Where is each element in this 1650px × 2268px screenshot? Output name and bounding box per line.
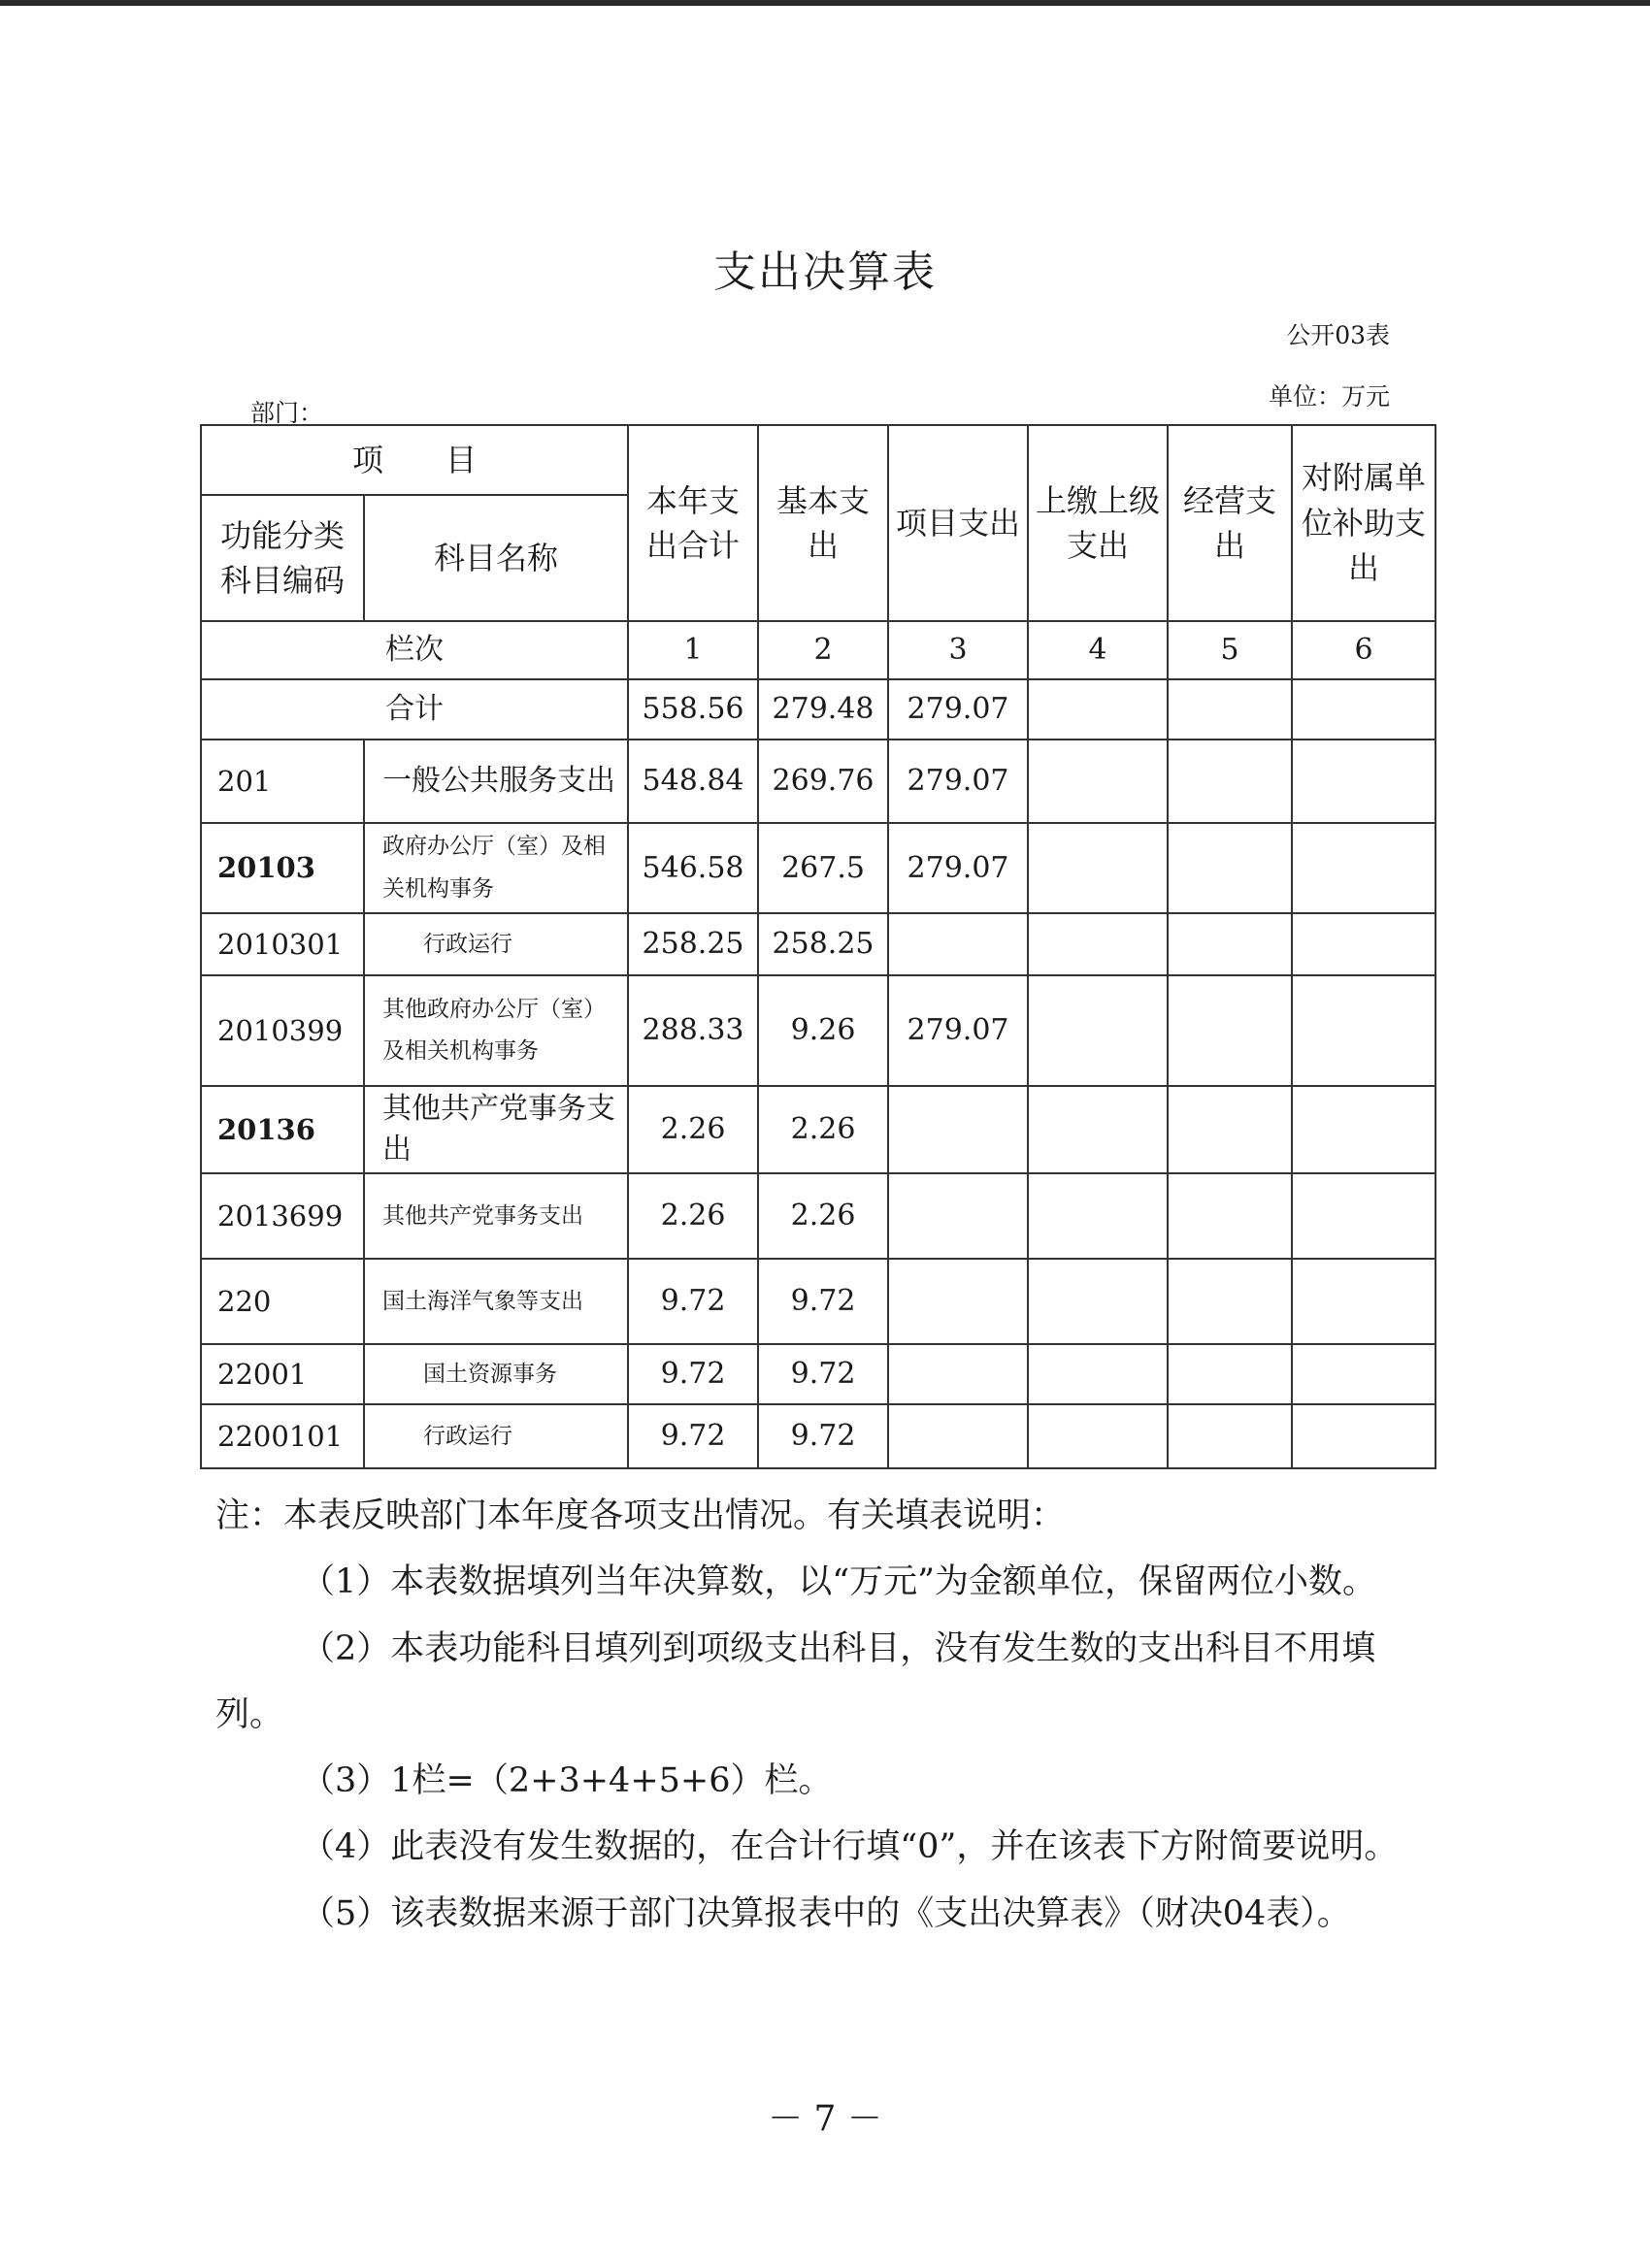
column-number-row <box>201 621 1436 679</box>
row-total: 2.26 <box>628 1086 758 1173</box>
row-total: 9.72 <box>628 1344 758 1404</box>
total-upper <box>1028 679 1168 740</box>
row-subsidy <box>1292 1404 1436 1468</box>
row-business <box>1168 1404 1292 1468</box>
row-subsidy <box>1292 1086 1436 1173</box>
page-title: 支出决算表 <box>713 247 937 297</box>
row-code: 2010399 <box>201 975 364 1086</box>
row-basic: 267.5 <box>758 823 888 913</box>
total-business <box>1168 679 1292 740</box>
row-upper <box>1028 913 1168 975</box>
notes-section <box>215 1483 1419 1947</box>
row-total: 546.58 <box>628 823 758 913</box>
row-code: 2010301 <box>201 913 364 975</box>
row-total: 9.72 <box>628 1404 758 1468</box>
row-business <box>1168 1344 1292 1404</box>
row-upper <box>1028 975 1168 1086</box>
header-upper: 上缴上级支出 <box>1028 425 1168 621</box>
row-basic: 2.26 <box>758 1086 888 1173</box>
row-upper <box>1028 1259 1168 1344</box>
table-row <box>201 1259 1436 1344</box>
note-item: （4）此表没有发生数据的，在合计行填“0”，并在该表下方附简要说明。 <box>301 1827 1399 1867</box>
header-project: 项目支出 <box>888 425 1028 621</box>
row-code: 20103 <box>201 823 364 913</box>
note-item: （1）本表数据填列当年决算数，以“万元”为金额单位，保留两位小数。 <box>301 1562 1377 1602</box>
total-amount: 558.56 <box>628 679 758 740</box>
row-project <box>888 1259 1028 1344</box>
row-total: 9.72 <box>628 1259 758 1344</box>
row-basic: 258.25 <box>758 913 888 975</box>
row-total: 288.33 <box>628 975 758 1086</box>
table-row <box>201 1404 1436 1468</box>
table-row <box>201 1173 1436 1259</box>
row-name: 国土海洋气象等支出 <box>364 1259 628 1344</box>
row-total: 2.26 <box>628 1173 758 1259</box>
form-code: 公开03表 <box>1286 321 1390 349</box>
header-item: 项 目 <box>201 425 628 495</box>
table-row <box>201 975 1436 1086</box>
row-business <box>1168 823 1292 913</box>
column-4: 4 <box>1028 621 1168 679</box>
row-upper <box>1028 1344 1168 1404</box>
row-basic: 9.72 <box>758 1344 888 1404</box>
column-6: 6 <box>1292 621 1436 679</box>
row-name: 行政运行 <box>364 1404 628 1468</box>
row-project: 279.07 <box>888 740 1028 823</box>
table-row <box>201 1086 1436 1173</box>
row-subsidy <box>1292 823 1436 913</box>
note-item: （3）1栏=（2+3+4+5+6）栏。 <box>301 1761 833 1800</box>
note-intro: 注：本表反映部门本年度各项支出情况。有关填表说明： <box>215 1496 1066 1535</box>
header-func-code: 功能分类科目编码 <box>201 495 364 621</box>
row-code: 201 <box>201 740 364 823</box>
row-upper <box>1028 1086 1168 1173</box>
row-total: 548.84 <box>628 740 758 823</box>
row-business <box>1168 1173 1292 1259</box>
row-upper <box>1028 1173 1168 1259</box>
row-business <box>1168 913 1292 975</box>
row-name: 政府办公厅（室）及相关机构事务 <box>364 823 628 913</box>
unit-label: 单位：万元 <box>1268 382 1390 411</box>
row-name: 其他政府办公厅（室）及相关机构事务 <box>364 975 628 1086</box>
row-code: 220 <box>201 1259 364 1344</box>
header-subsidy: 对附属单位补助支出 <box>1292 425 1436 621</box>
column-1: 1 <box>628 621 758 679</box>
total-project: 279.07 <box>888 679 1028 740</box>
column-label: 栏次 <box>201 621 628 679</box>
row-subsidy <box>1292 913 1436 975</box>
column-2: 2 <box>758 621 888 679</box>
total-basic: 279.48 <box>758 679 888 740</box>
row-name: 其他共产党事务支出 <box>364 1086 628 1173</box>
scan-top-edge <box>0 0 1650 6</box>
column-3: 3 <box>888 621 1028 679</box>
table-row <box>201 913 1436 975</box>
row-basic: 9.26 <box>758 975 888 1086</box>
row-project: 279.07 <box>888 975 1028 1086</box>
header-basic: 基本支出 <box>758 425 888 621</box>
row-total: 258.25 <box>628 913 758 975</box>
note-item: （2）本表功能科目填列到项级支出科目，没有发生数的支出科目不用填列。 <box>215 1628 1376 1734</box>
row-code: 2013699 <box>201 1173 364 1259</box>
row-subsidy <box>1292 740 1436 823</box>
row-project <box>888 913 1028 975</box>
row-project <box>888 1404 1028 1468</box>
row-project: 279.07 <box>888 823 1028 913</box>
column-5: 5 <box>1168 621 1292 679</box>
department-label: 部门： <box>250 399 324 427</box>
row-code: 2200101 <box>201 1404 364 1468</box>
table-row <box>201 823 1436 913</box>
row-basic: 269.76 <box>758 740 888 823</box>
table-row <box>201 740 1436 823</box>
expenditure-table <box>200 424 1436 1469</box>
total-label: 合计 <box>201 679 628 740</box>
header-row-1 <box>201 425 1436 495</box>
total-subsidy <box>1292 679 1436 740</box>
row-project <box>888 1344 1028 1404</box>
table-row <box>201 1344 1436 1404</box>
row-business <box>1168 975 1292 1086</box>
row-code: 20136 <box>201 1086 364 1173</box>
row-subsidy <box>1292 1259 1436 1344</box>
row-upper <box>1028 740 1168 823</box>
row-name: 国土资源事务 <box>364 1344 628 1404</box>
total-row <box>201 679 1436 740</box>
row-code: 22001 <box>201 1344 364 1404</box>
header-total: 本年支出合计 <box>628 425 758 621</box>
row-name: 一般公共服务支出 <box>364 740 628 823</box>
row-subsidy <box>1292 975 1436 1086</box>
row-basic: 9.72 <box>758 1259 888 1344</box>
row-subsidy <box>1292 1173 1436 1259</box>
note-item: （5）该表数据来源于部门决算报表中的《支出决算表》（财决04表）。 <box>301 1893 1351 1933</box>
row-project <box>888 1086 1028 1173</box>
row-project <box>888 1173 1028 1259</box>
row-subsidy <box>1292 1344 1436 1404</box>
row-business <box>1168 740 1292 823</box>
row-business <box>1168 1259 1292 1344</box>
row-name: 行政运行 <box>364 913 628 975</box>
header-subject-name: 科目名称 <box>364 495 628 621</box>
row-basic: 9.72 <box>758 1404 888 1468</box>
row-name: 其他共产党事务支出 <box>364 1173 628 1259</box>
row-upper <box>1028 1404 1168 1468</box>
page-number: － 7 － <box>768 2099 882 2139</box>
header-business: 经营支出 <box>1168 425 1292 621</box>
row-business <box>1168 1086 1292 1173</box>
row-basic: 2.26 <box>758 1173 888 1259</box>
row-upper <box>1028 823 1168 913</box>
